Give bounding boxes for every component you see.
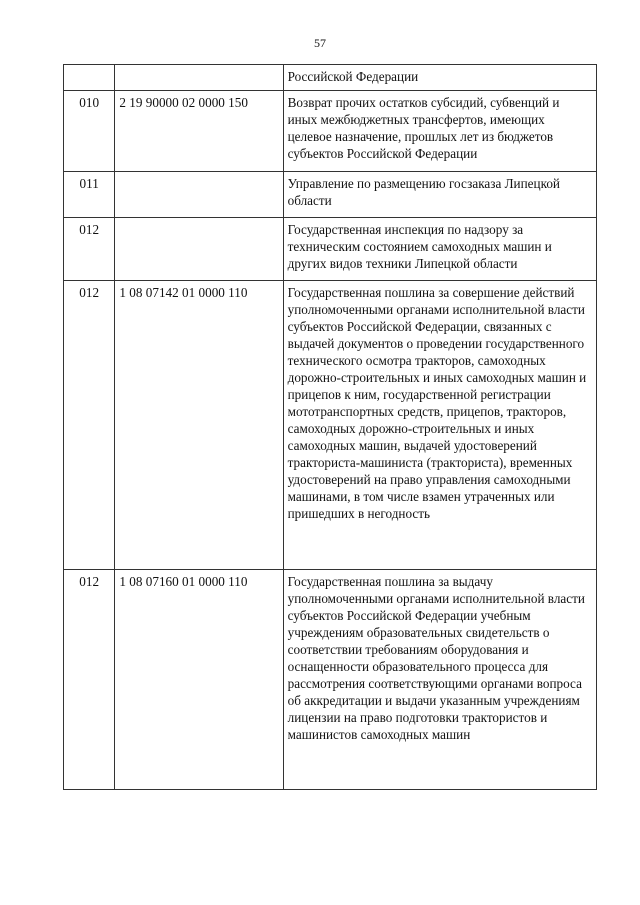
admin-code-cell: 012 <box>64 218 115 281</box>
kbk-code-cell: 2 19 90000 02 0000 150 <box>115 91 283 172</box>
description-cell: Государственная инспекция по надзору за техническим состоянием самоходных машин и других видов техники Липецкой области <box>283 218 596 281</box>
description-cell: Возврат прочих остатков субсидий, субвенций и иных межбюджетных трансфертов, имеющих целевое назначение, прошлых лет из бюджетов субъектов Российской Федерации <box>283 91 596 172</box>
table-row <box>64 570 597 790</box>
admin-code-cell <box>64 65 115 91</box>
table-row <box>64 91 597 172</box>
admin-code-cell: 011 <box>64 172 115 218</box>
description-cell: Российской Федерации <box>283 65 596 91</box>
kbk-code-cell <box>115 172 283 218</box>
kbk-code-cell <box>115 65 283 91</box>
table-row <box>64 281 597 570</box>
admin-code-cell: 010 <box>64 91 115 172</box>
table-row <box>64 65 597 91</box>
kbk-code-cell <box>115 218 283 281</box>
table-row <box>64 218 597 281</box>
admin-code-cell: 012 <box>64 570 115 790</box>
kbk-code-cell: 1 08 07142 01 0000 110 <box>115 281 283 570</box>
description-cell: Государственная пошлина за выдачу уполномоченными органами исполнительной власти субъектов Российской Федерации учебным учреждениям образовательных свидетельств о соответствии требованиям оборудования и оснащенности образовательного процесса для рассмотрения соответствующими органами вопроса об аккредитации и выдачи указанным учреждениям лицензии на право подготовки трактористов и машинистов самоходных машин <box>283 570 596 790</box>
description-cell: Управление по размещению госзаказа Липецкой области <box>283 172 596 218</box>
revenue-code-table <box>63 64 597 790</box>
kbk-code-cell: 1 08 07160 01 0000 110 <box>115 570 283 790</box>
description-cell: Государственная пошлина за совершение действий уполномоченными органами исполнительной власти субъектов Российской Федерации, связанных с выдачей документов о проведении государственного технического осмотра тракторов, самоходных дорожно-строительных и иных самоходных машин и прицепов к ним, государственной регистрации мототранспортных средств, прицепов, тракторов, самоходных дорожно-строительных и иных самоходных машин, выдачей удостоверений тракториста-машиниста (тракториста), временных удостоверений на право управления самоходными машинами, в том числе взамен утраченных или пришедших в негодность <box>283 281 596 570</box>
page-number: 57 <box>314 36 326 50</box>
admin-code-cell: 012 <box>64 281 115 570</box>
table-row <box>64 172 597 218</box>
